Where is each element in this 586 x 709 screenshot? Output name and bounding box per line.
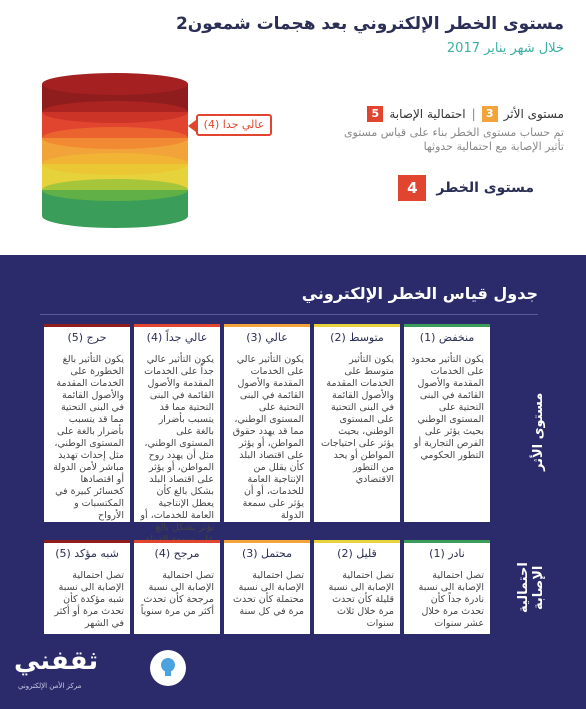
- logo: ثقفني: [14, 646, 99, 676]
- impact-row-label: مستوى الأثر: [531, 392, 546, 472]
- prob-col-head: مرجح (4): [134, 540, 220, 564]
- table-title: جدول قياس الخطر الإلكتروني: [301, 284, 538, 303]
- divider: [40, 314, 538, 315]
- lightbulb-icon: [150, 650, 186, 686]
- prob-col-5: [44, 540, 130, 634]
- impact-col-body: يكون التأثير عالي جداً على الخدمات المقدمة والأصول القائمة في البنى التحتية مما قد يتسبب بأضرار بالغة على المستوى الوطني، مثل أن يهدد روح المواطن، أو يؤثر على اقتصاد البلد بشكل بالغ كأن يعطل الإنتاجية العامة للخدمات، أو يؤثر بشكل بالغ: [140, 354, 214, 533]
- risk-badge: 4: [398, 175, 426, 201]
- prob-col-head: نادر (1): [404, 540, 490, 564]
- impact-col-head: حرج (5): [44, 324, 130, 348]
- prob-col-body: تصل احتمالية الإصابة الى نسبة مرجحة كأن تحدث أكثر من مرة سنوياً: [140, 570, 214, 617]
- logo-subtitle: مركز الأمن الإلكتروني: [18, 682, 82, 690]
- probability-row-label: احتمالية الإصابة: [516, 562, 546, 613]
- page-title: مستوى الخطر الإلكتروني بعد هجمات شمعون2: [175, 14, 564, 34]
- risk-label: مستوى الخطر: [436, 180, 534, 196]
- impact-col-head: عالي جداً (4): [134, 324, 220, 348]
- risk-level: [398, 175, 534, 201]
- prob-col-body: تصل احتمالية الإصابة الى نسبة قليلة كأن تحدث مرة خلال ثلاث سنوات: [328, 570, 394, 629]
- impact-col-body: يكون التأثير عالي على الخدمات المقدمة والأصول القائمة في البنى التحتية على المستوى الوطني، مما قد يهدد حقوق المواطن، أو يؤثر على اقتصاد البلد كأن يقلل من الإنتاجية العامة للخدمات، أو أن يؤثر على سمعة الدولة: [232, 354, 304, 521]
- impact-col-1: [404, 324, 490, 522]
- probability-label: احتمالية الإصابة: [389, 107, 466, 121]
- prob-col-body: تصل احتمالية الإصابة الى نسبة شبه مؤكدة كأن تحدث مرة أو أكثر في الشهر: [54, 570, 124, 629]
- prob-col-2: [314, 540, 400, 634]
- prob-col-body: تصل احتمالية الإصابة الى نسبة نادرة جداً كأن تحدث مرة خلال عشر سنوات: [418, 570, 484, 629]
- impact-label: مستوى الأثر: [503, 107, 564, 121]
- prob-col-4: [134, 540, 220, 634]
- risk-callout: عالي جدا (4): [196, 114, 272, 136]
- separator: |: [471, 107, 476, 121]
- impact-col-2: [314, 324, 400, 522]
- prob-col-3: [224, 540, 310, 634]
- header-section: [0, 0, 586, 255]
- prob-col-body: تصل احتمالية الإصابة الى نسبة محتملة كأن تحدث مرة في كل سنة: [233, 570, 304, 617]
- impact-col-3: [224, 324, 310, 522]
- impact-col-head: عالي (3): [224, 324, 310, 348]
- impact-row: [367, 106, 564, 122]
- impact-col-body: يكون التأثير بالغ الخطورة على الخدمات المقدمة والأصول القائمة في البنى التحتية مما قد يتسبب بأضرار بالغة على المستوى الوطني، مثل إحداث تهديد مباشر لأمن الدولة أو اقتصادها كخسائر كبيرة في المكتسبات و الأرواح: [53, 354, 124, 521]
- impact-col-head: متوسط (2): [314, 324, 400, 348]
- impact-badge: 3: [482, 106, 498, 122]
- impact-col-body: يكون التأثير محدود على الخدمات المقدمة والأصول القائمة في البنى التحتية على المستوى الوطني بحيث يؤثر على الفرص التجارية أو التطور الحكومي: [411, 354, 484, 461]
- page-subtitle: خلال شهر يناير 2017: [446, 41, 564, 56]
- impact-col-4: [134, 324, 220, 533]
- risk-cylinder-graphic: [40, 72, 190, 232]
- prob-col-1: [404, 540, 490, 634]
- impact-col-head: منخفض (1): [404, 324, 490, 348]
- prob-col-head: قليل (2): [314, 540, 400, 564]
- prob-col-head: محتمل (3): [224, 540, 310, 564]
- impact-col-5: [44, 324, 130, 522]
- risk-description: تم حساب مستوى الخطر بناء على قياس مستوى تأثير الإصابة مع احتمالية حدوثها: [343, 126, 564, 153]
- probability-badge: 5: [367, 106, 383, 122]
- prob-col-head: شبه مؤكد (5): [44, 540, 130, 564]
- impact-col-body: يكون التأثير متوسط على الخدمات المقدمة والأصول القائمة في البنى التحتية على المستوى الوطني، بحيث يؤثر على احتياجات المواطن أو يحد من التطور الاقتصادي: [320, 354, 394, 485]
